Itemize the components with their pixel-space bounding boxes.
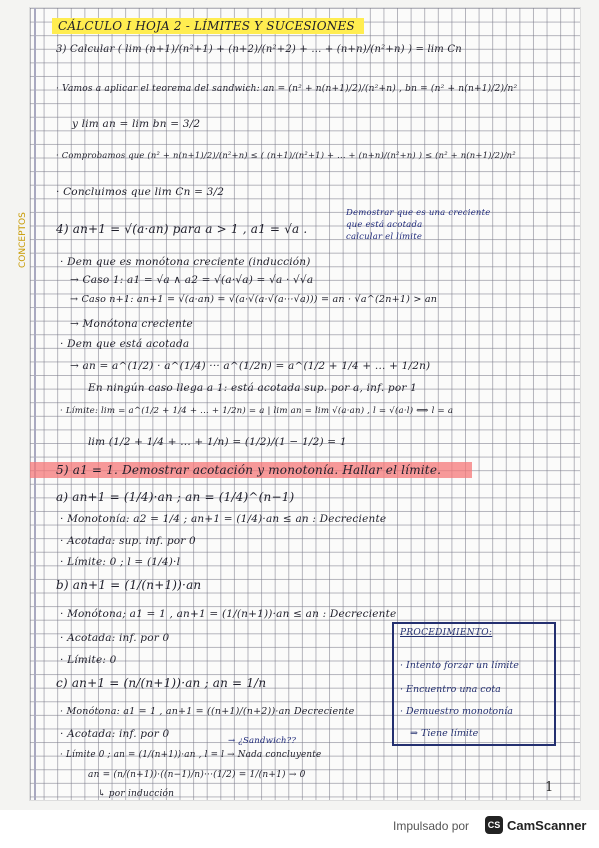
ex4-line-7: En ningún caso llega a 1: está acotada sup. por a, inf. por 1 — [88, 382, 417, 394]
ex4-note-1: Demostrar que es una creciente — [346, 208, 491, 218]
ex5c-line-4: an = (n/(n+1))·((n−1)/n)···(1/2) = 1/(n+1) → 0 — [88, 770, 306, 780]
ex5b-title: b) an+1 = (1/(n+1))·an — [56, 578, 202, 592]
ex4-line-5: · Dem que está acotada — [60, 338, 190, 350]
procedure-item-1: · Intento forzar un límite — [400, 660, 519, 671]
powered-by-text: Impulsado por — [393, 819, 470, 833]
ex4-line-9: lim (1/2 + 1/4 + ... + 1/n) = (1/2)/(1 − 1/2) = 1 — [88, 436, 347, 448]
ex5b-line-3: · Límite: 0 — [60, 654, 117, 666]
page-number: 1 — [545, 780, 554, 795]
ex4-note-2: que está acotada — [346, 220, 423, 230]
ex4-note-3: calcular el límite — [346, 232, 423, 242]
ex4-line-6: → an = a^(1/2) · a^(1/4) ··· a^(1/2n) = a^(1/2 + 1/4 + ... + 1/2n) — [70, 360, 431, 372]
ex4-line-1: · Dem que es monótona creciente (inducción) — [60, 256, 311, 268]
ex5c-line-1: · Monótona: a1 = 1 , an+1 = ((n+1)/(n+2))·an Decreciente — [60, 706, 355, 717]
ex5-statement: 5) a1 = 1. Demostrar acotación y monotonía. Hallar el límite. — [56, 463, 442, 477]
ex3-line-4: · Concluimos que lim Cn = 3/2 — [56, 186, 225, 198]
procedure-item-2: · Encuentro una cota — [400, 684, 501, 695]
ex5a-line-1: · Monotonía: a2 = 1/4 ; an+1 = (1/4)·an ≤ an : Decreciente — [60, 513, 387, 525]
margin-line — [34, 8, 36, 800]
ex4-line-2: → Caso 1: a1 = √a ∧ a2 = √(a·√a) = √a · √√a — [70, 274, 314, 286]
ex5c-line-3: · Límite 0 ; an = (1/(n+1))·an , l = l → Nada concluyente — [60, 750, 322, 760]
camscanner-brand: CamScanner — [507, 818, 587, 833]
side-tag: CONCEPTOS — [18, 212, 28, 268]
ex3-line-3: · Comprobamos que (n² + n(n+1)/2)/(n²+n) ≤ ( (n+1)/(n²+1) + ... + (n+n)/(n²+n) ) ≤ (n² + n(n+1)/2)/n² — [56, 150, 516, 160]
procedure-title: PROCEDIMIENTO: — [400, 628, 493, 638]
ex5a-title: a) an+1 = (1/4)·an ; an = (1/4)^(n−1) — [56, 490, 295, 504]
ex5c-line-5: ↳ por inducción — [98, 789, 175, 799]
ex5b-line-2: · Acotada: inf. por 0 — [60, 632, 170, 644]
ex5c-title: c) an+1 = (n/(n+1))·an ; an = 1/n — [56, 676, 267, 690]
page-title: CÁLCULO I HOJA 2 - LÍMITES Y SUCESIONES — [58, 19, 355, 33]
procedure-item-4: ⇒ Tiene límite — [410, 728, 479, 739]
ex3-statement: 3) Calcular ( lim (n+1)/(n²+1) + (n+2)/(n²+2) + ... + (n+n)/(n²+n) ) = lim Cn — [56, 44, 462, 55]
camscanner-logo-icon: CS — [485, 816, 503, 834]
ex3-line-2: y lim an = lim bn = 3/2 — [72, 118, 201, 130]
ex5b-line-1: · Monótona; a1 = 1 , an+1 = (1/(n+1))·an ≤ an : Decreciente — [60, 608, 397, 620]
ex4-line-3: → Caso n+1: an+1 = √(a·an) = √(a·√(a·√(a···√a))) = an · √a^(2n+1) > an — [70, 294, 438, 305]
ex5a-line-3: · Límite: 0 ; l = (1/4)·l — [60, 556, 181, 568]
ex4-statement: 4) an+1 = √(a·an) para a > 1 , a1 = √a . — [56, 222, 308, 236]
procedure-item-3: · Demuestro monotonía — [400, 706, 513, 717]
ex3-line-1: · Vamos a aplicar el teorema del sandwich: an = (n² + n(n+1)/2)/(n²+n) , bn = (n² + n(n+1)/2)/n² — [56, 84, 518, 94]
ex5c-line-2: · Acotada: inf. por 0 — [60, 728, 170, 740]
ex4-line-8: · Límite: lim = a^(1/2 + 1/4 + ... + 1/2n) = a | lim an = lim √(a·an) , l = √(a·l) ⟺ l = a — [60, 406, 454, 416]
ex4-line-4: → Monótona creciente — [70, 318, 193, 330]
ex5a-line-2: · Acotada: sup. inf. por 0 — [60, 535, 196, 547]
ex5c-note: → ¿Sandwich?? — [228, 736, 297, 746]
